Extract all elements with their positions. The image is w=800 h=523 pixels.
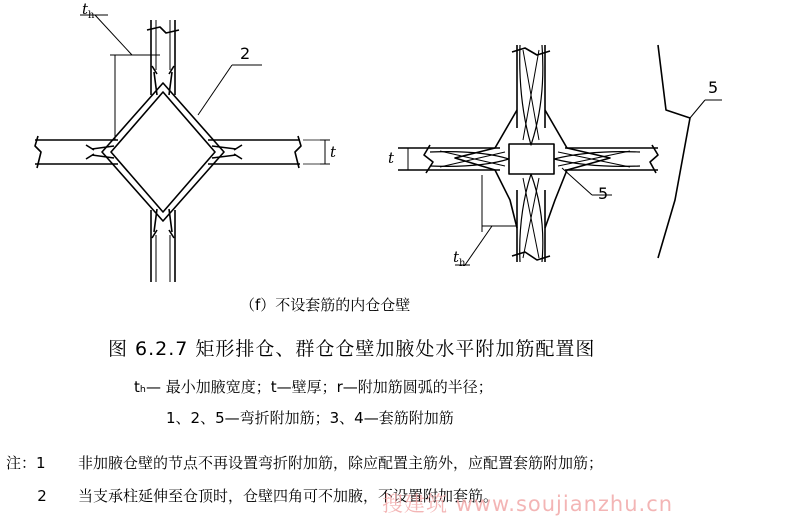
note-1-text: 非加腋仓壁的节点不再设置弯折附加筋，除应配置主筋外，应配置套筋附加筋； xyxy=(78,454,604,472)
right-center-bar-number: 5 xyxy=(598,184,609,203)
legend-line-1: tₕ— 最小加腋宽度；t—壁厚；r—附加筋圆弧的半径； xyxy=(134,378,493,396)
figure-subtitle: （f）不设套筋的内仓仓壁 xyxy=(240,296,411,314)
left-th-label: $t_h$ xyxy=(82,0,95,21)
legend-line-2: 1、2、5—弯折附加筋；3、4—套筋附加筋 xyxy=(166,409,454,427)
right-side-bar-number: 5 xyxy=(708,78,719,97)
note-2-label: 2 xyxy=(37,487,47,505)
left-node-figure xyxy=(35,15,330,282)
right-th-label: $t_h$ xyxy=(453,248,466,269)
right-node-figure xyxy=(398,45,722,265)
right-t-label: t xyxy=(388,149,395,167)
note-2-text: 当支承柱延伸至仓顶时，仓壁四角可不加腋，不设置附加套筋。 xyxy=(78,487,499,505)
note-1-label: 注：1 xyxy=(6,454,46,472)
figure-title: 图 6.2.7 矩形排仓、群仓仓壁加腋处水平附加筋配置图 xyxy=(108,338,596,360)
note-1 xyxy=(6,456,603,471)
watermark: 搜建筑 www.soujianzhu.cn xyxy=(382,492,674,516)
left-t-label: t xyxy=(330,143,337,161)
left-bar-number: 2 xyxy=(240,44,251,63)
